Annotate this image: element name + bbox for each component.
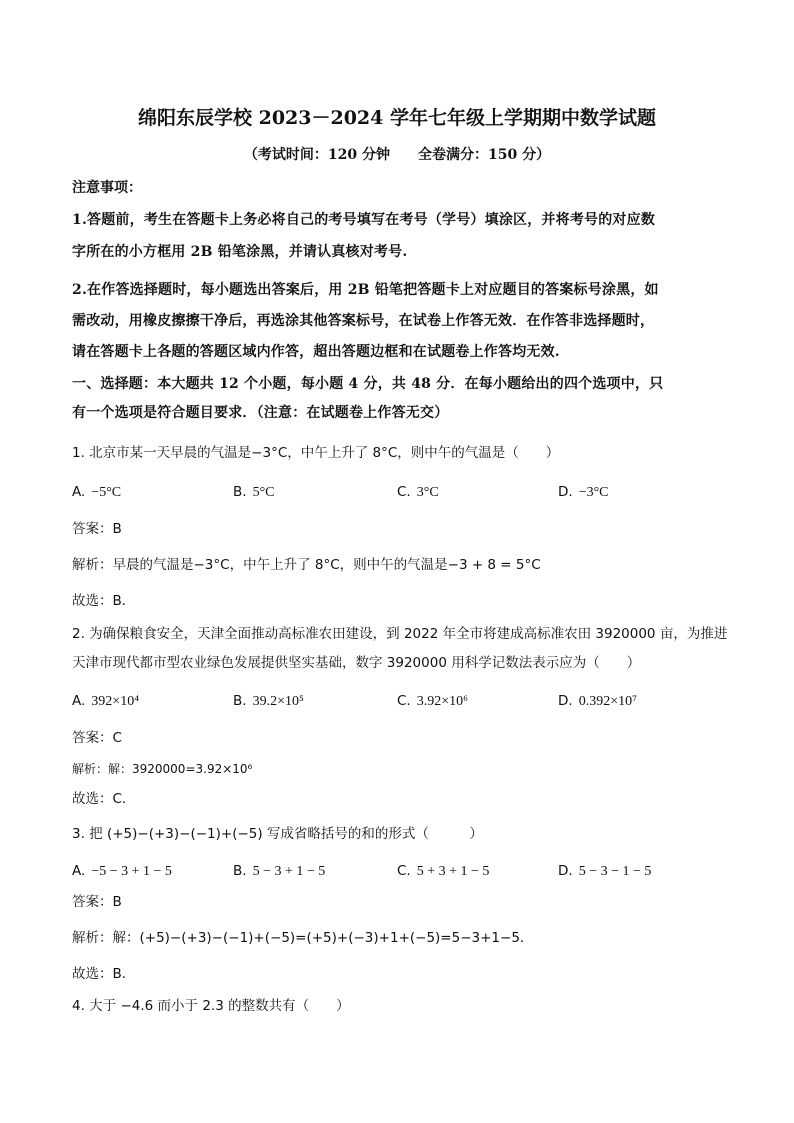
q2-explanation: 解析：解：3920000=3.92×10⁶ — [72, 762, 253, 776]
page-title: 绵阳东辰学校 2023－2024 学年七年级上学期期中数学试题 — [138, 107, 656, 129]
notes-item1-line1: 1.答题前，考生在答题卡上务必将自己的考号填写在考号（学号）填涂区，并将考号的对应数 — [72, 212, 656, 228]
notes-item2-line1: 2.在作答选择题时，每小题选出答案后，用 2B 铅笔把答题卡上对应题目的答案标号涂黑，如 — [72, 282, 659, 298]
question-4-stem: 4. 大于 −4.6 而小于 2.3 的整数共有（ ） — [72, 998, 350, 1014]
q1-option-c: C. 3°C — [397, 484, 439, 500]
exam-info: （考试时间：120 分钟 全卷满分：150 分） — [243, 147, 551, 163]
q2-answer: 答案：C — [72, 730, 122, 746]
section1-heading-line2: 有一个选项是符合题目要求．（注意：在试题卷上作答无交） — [72, 405, 449, 421]
q3-explanation: 解析：解：(+5)−(+3)−(−1)+(−5)=(+5)+(−3)+1+(−5)=5−3+1−5． — [72, 930, 534, 946]
notes-item2-line3: 请在答题卡上各题的答题区域内作答，超出答题边框和在试题卷上作答均无效. — [72, 344, 560, 360]
q3-option-c: C. 5 + 3 + 1 − 5 — [397, 863, 490, 879]
q2-option-b: B. 39.2×10⁵ — [233, 693, 304, 709]
question-2-stem-line2: 天津市现代都市型农业绿色发展提供坚实基础，数字 3920000 用科学记数法表示应为（ ） — [72, 655, 641, 671]
q3-option-b: B. 5 − 3 + 1 − 5 — [233, 863, 326, 879]
q1-option-a: A. −5°C — [72, 484, 122, 500]
q3-conclusion: 故选：B． — [72, 966, 136, 982]
q3-option-d: D. 5 − 3 − 1 − 5 — [558, 863, 652, 879]
q2-conclusion: 故选：C． — [72, 791, 136, 807]
q2-option-a: A. 392×10⁴ — [72, 693, 140, 709]
section1-heading-line1: 一、选择题：本大题共 12 个小题，每小题 4 分，共 48 分．在每小题给出的四个选项中，只 — [72, 376, 664, 392]
q1-answer: 答案：B — [72, 521, 122, 537]
q3-answer: 答案：B — [72, 894, 122, 910]
q3-option-a: A. −5 − 3 + 1 − 5 — [72, 863, 172, 879]
notes-item1-line2: 字所在的小方框用 2B 铅笔涂黑，并请认真核对考号. — [72, 244, 408, 260]
q2-option-c: C. 3.92×10⁶ — [397, 693, 468, 709]
q1-option-b: B. 5°C — [233, 484, 275, 500]
question-2-stem-line1: 2. 为确保粮食安全，天津全面推动高标准农田建设，到 2022 年全市将建成高标准农田 3920000 亩，为推进 — [72, 626, 728, 642]
question-1-stem: 1. 北京市某一天早晨的气温是−3°C，中午上升了 8°C，则中午的气温是（ ） — [72, 445, 560, 461]
q1-option-d: D. −3°C — [558, 484, 609, 500]
q2-option-d: D. 0.392×10⁷ — [558, 693, 637, 709]
q1-explanation: 解析：早晨的气温是−3°C，中午上升了 8°C，则中午的气温是−3 + 8 = 5°C — [72, 557, 541, 573]
q1-conclusion: 故选：B． — [72, 593, 136, 609]
question-3-stem: 3. 把 (+5)−(+3)−(−1)+(−5) 写成省略括号的和的形式（ ） — [72, 826, 483, 842]
notes-item2-line2: 需改动，用橡皮擦擦干净后，再选涂其他答案标号，在试卷上作答无效．在作答非选择题时， — [72, 313, 655, 329]
notes-heading: 注意事项： — [72, 180, 142, 196]
